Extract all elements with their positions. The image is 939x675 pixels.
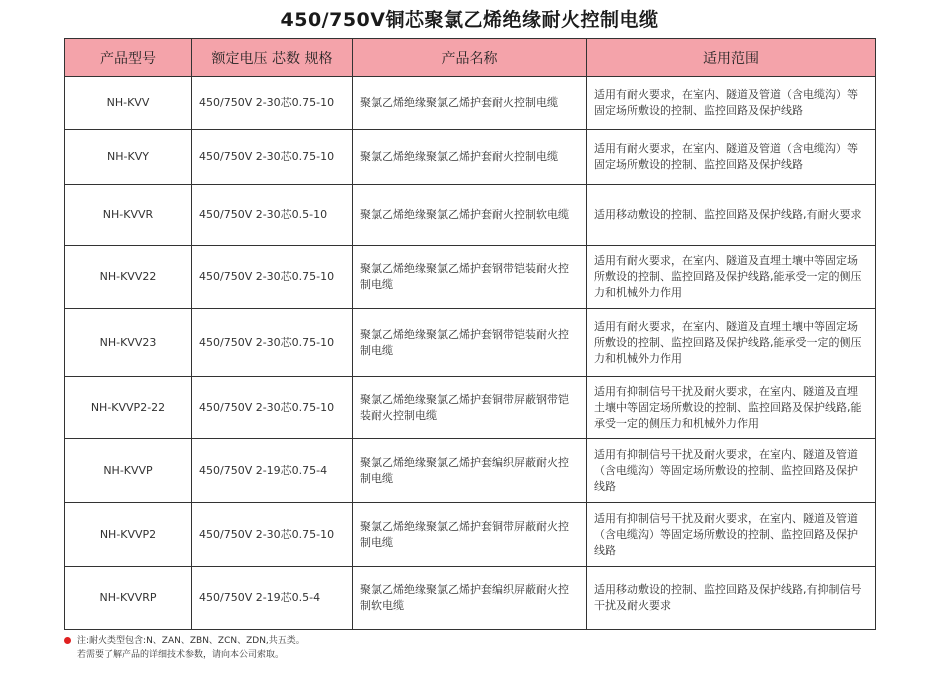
cell-name: 聚氯乙烯绝缘聚氯乙烯护套耐火控制软电缆 xyxy=(353,185,587,246)
header-scope: 适用范围 xyxy=(587,39,876,77)
table-row xyxy=(65,185,876,246)
note-line xyxy=(64,648,305,662)
cell-scope: 适用有耐火要求，在室内、隧道及管道（含电缆沟）等固定场所敷设的控制、监控回路及保护线路 xyxy=(587,77,876,130)
cell-model: NH-KVVR xyxy=(65,185,192,246)
table-row xyxy=(65,503,876,567)
cell-scope: 适用有抑制信号干扰及耐火要求，在室内、隧道及管道（含电缆沟）等固定场所敷设的控制、监控回路及保护线路 xyxy=(587,439,876,503)
header-spec: 额定电压 芯数 规格 xyxy=(192,39,353,77)
cell-name: 聚氯乙烯绝缘聚氯乙烯护套钢带铠装耐火控制电缆 xyxy=(353,246,587,309)
footnotes xyxy=(64,634,305,662)
cell-spec: 450/750V 2-19芯0.75-4 xyxy=(192,439,353,503)
cell-name: 聚氯乙烯绝缘聚氯乙烯护套铜带屏蔽耐火控制电缆 xyxy=(353,503,587,567)
cell-model: NH-KVV22 xyxy=(65,246,192,309)
cell-scope: 适用移动敷设的控制、监控回路及保护线路,有抑制信号干扰及耐火要求 xyxy=(587,567,876,630)
cell-model: NH-KVVP2-22 xyxy=(65,377,192,439)
cell-spec: 450/750V 2-30芯0.5-10 xyxy=(192,185,353,246)
cell-name: 聚氯乙烯绝缘聚氯乙烯护套编织屏蔽耐火控制电缆 xyxy=(353,439,587,503)
cell-spec: 450/750V 2-30芯0.75-10 xyxy=(192,246,353,309)
header-name: 产品名称 xyxy=(353,39,587,77)
table-row xyxy=(65,246,876,309)
table-row xyxy=(65,77,876,130)
cell-name: 聚氯乙烯绝缘聚氯乙烯护套耐火控制电缆 xyxy=(353,130,587,185)
table-row xyxy=(65,567,876,630)
cell-spec: 450/750V 2-30芯0.75-10 xyxy=(192,77,353,130)
table-row xyxy=(65,309,876,377)
cell-name: 聚氯乙烯绝缘聚氯乙烯护套耐火控制电缆 xyxy=(353,77,587,130)
table-header-row xyxy=(65,39,876,77)
red-dot-icon xyxy=(64,637,71,644)
cell-scope: 适用有耐火要求，在室内、隧道及直埋土壤中等固定场所敷设的控制、监控回路及保护线路,能承受一定的侧压力和机械外力作用 xyxy=(587,309,876,377)
cell-spec: 450/750V 2-30芯0.75-10 xyxy=(192,377,353,439)
cell-spec: 450/750V 2-30芯0.75-10 xyxy=(192,309,353,377)
cell-spec: 450/750V 2-30芯0.75-10 xyxy=(192,130,353,185)
page-title: 450/750V铜芯聚氯乙烯绝缘耐火控制电缆 xyxy=(280,9,659,31)
cell-scope: 适用移动敷设的控制、监控回路及保护线路,有耐火要求 xyxy=(587,185,876,246)
cell-name: 聚氯乙烯绝缘聚氯乙烯护套铜带屏蔽钢带铠装耐火控制电缆 xyxy=(353,377,587,439)
cell-scope: 适用有抑制信号干扰及耐火要求，在室内、隧道及管道（含电缆沟）等固定场所敷设的控制、监控回路及保护线路 xyxy=(587,503,876,567)
note-text: 若需要了解产品的详细技术参数，请向本公司索取。 xyxy=(77,650,285,660)
cell-model: NH-KVY xyxy=(65,130,192,185)
cell-model: NH-KVV xyxy=(65,77,192,130)
cell-model: NH-KVVP xyxy=(65,439,192,503)
cell-model: NH-KVV23 xyxy=(65,309,192,377)
note-text: 注:耐火类型包含:N、ZAN、ZBN、ZCN、ZDN,共五类。 xyxy=(77,636,305,646)
cell-spec: 450/750V 2-30芯0.75-10 xyxy=(192,503,353,567)
cell-name: 聚氯乙烯绝缘聚氯乙烯护套编织屏蔽耐火控制软电缆 xyxy=(353,567,587,630)
cell-scope: 适用有耐火要求，在室内、隧道及直埋土壤中等固定场所敷设的控制、监控回路及保护线路,能承受一定的侧压力和机械外力作用 xyxy=(587,246,876,309)
note-line xyxy=(64,634,305,648)
cell-model: NH-KVVP2 xyxy=(65,503,192,567)
cell-scope: 适用有耐火要求，在室内、隧道及管道（含电缆沟）等固定场所敷设的控制、监控回路及保护线路 xyxy=(587,130,876,185)
cell-name: 聚氯乙烯绝缘聚氯乙烯护套钢带铠装耐火控制电缆 xyxy=(353,309,587,377)
cell-scope: 适用有抑制信号干扰及耐火要求，在室内、隧道及直埋土壤中等固定场所敷设的控制、监控回路及保护线路,能承受一定的侧压力和机械外力作用 xyxy=(587,377,876,439)
cell-spec: 450/750V 2-19芯0.5-4 xyxy=(192,567,353,630)
header-model: 产品型号 xyxy=(65,39,192,77)
table-row xyxy=(65,377,876,439)
table-row xyxy=(65,130,876,185)
cell-model: NH-KVVRP xyxy=(65,567,192,630)
table-row xyxy=(65,439,876,503)
cable-spec-table xyxy=(64,38,876,630)
